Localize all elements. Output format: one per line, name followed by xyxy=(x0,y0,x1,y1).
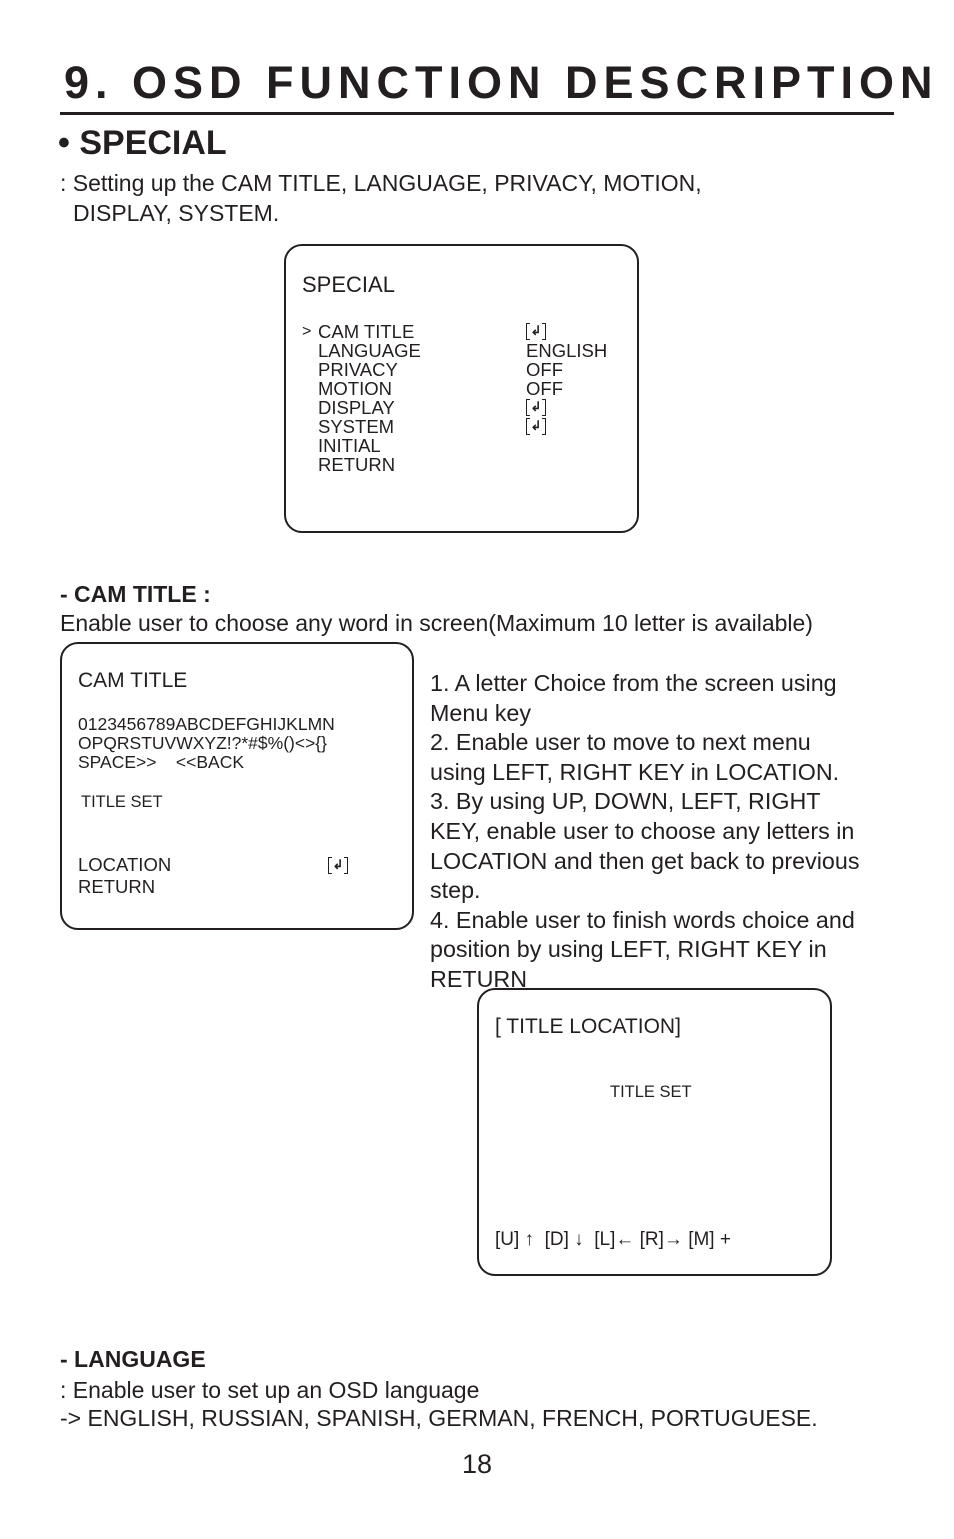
cam-title-steps xyxy=(430,669,900,995)
menu-item-motion[interactable] xyxy=(302,379,622,398)
enter-icon: ↲ xyxy=(328,857,348,874)
menu-item-label: LOCATION xyxy=(78,854,172,875)
cam-title-screen-title: CAM TITLE xyxy=(78,669,188,692)
menu-item-label: PRIVACY xyxy=(318,359,398,380)
intro-line: : Setting up the CAM TITLE, LANGUAGE, PRIVACY, MOTION, xyxy=(60,170,702,196)
menu-item-value: ENGLISH xyxy=(526,340,608,361)
title-location-screen xyxy=(477,988,832,1276)
character-row[interactable]: 0123456789ABCDEFGHIJKLMN xyxy=(78,714,335,734)
cam-title-options xyxy=(78,854,358,898)
direction-keys-legend: [U] ↑ [D] ↓ [L]← [R]→ [M] + xyxy=(495,1229,731,1250)
menu-item-return[interactable] xyxy=(302,455,622,474)
enter-icon: ↲ xyxy=(526,323,546,340)
menu-item-value: OFF xyxy=(526,359,563,380)
step-line: 2. Enable user to move to next menu xyxy=(430,729,811,756)
special-menu-list xyxy=(302,322,622,474)
menu-item-label: INITIAL xyxy=(318,435,381,456)
section-heading-special: • SPECIAL xyxy=(58,124,227,162)
title-set-text: TITLE SET xyxy=(81,793,163,811)
enter-icon: ↲ xyxy=(526,418,546,435)
menu-item-system[interactable] xyxy=(302,417,622,436)
menu-item-return[interactable]: RETURN xyxy=(78,876,156,897)
character-row[interactable]: OPQRSTUVWXYZ!?*#$%()<>{} xyxy=(78,733,327,753)
intro-line: DISPLAY, SYSTEM. xyxy=(73,200,280,226)
step-line: step. xyxy=(430,877,481,904)
intro-text xyxy=(60,168,702,228)
character-grid xyxy=(78,715,335,772)
language-heading: - LANGUAGE xyxy=(60,1346,206,1372)
cursor-indicator: > xyxy=(302,323,312,340)
special-menu-title: SPECIAL xyxy=(302,272,395,297)
step-line: 3. By using UP, DOWN, LEFT, RIGHT xyxy=(430,788,821,815)
menu-item-label: MOTION xyxy=(318,378,392,399)
language-description: : Enable user to set up an OSD language xyxy=(60,1377,480,1403)
title-underline xyxy=(60,112,894,115)
menu-item-value: OFF xyxy=(526,378,563,399)
cam-title-description: Enable user to choose any word in screen(Maximum 10 letter is available) xyxy=(60,610,813,636)
title-set-text: TITLE SET xyxy=(610,1083,692,1101)
title-location-title: [ TITLE LOCATION] xyxy=(495,1015,681,1038)
menu-item-display[interactable] xyxy=(302,398,622,417)
page-title: 9. OSD FUNCTION DESCRIPTION xyxy=(64,57,939,108)
step-line: Menu key xyxy=(430,699,532,726)
menu-item-privacy[interactable] xyxy=(302,360,622,379)
menu-item-initial[interactable] xyxy=(302,436,622,455)
special-menu-screen xyxy=(284,244,639,533)
step-line: KEY, enable user to choose any letters in xyxy=(430,817,855,844)
menu-item-value xyxy=(526,322,546,341)
menu-item-label: SYSTEM xyxy=(318,416,395,437)
cam-title-heading: - CAM TITLE : xyxy=(60,581,211,607)
menu-item-location[interactable] xyxy=(78,854,358,876)
cam-title-screen xyxy=(60,642,414,930)
menu-item-label: RETURN xyxy=(318,454,396,475)
menu-item-label: DISPLAY xyxy=(318,397,395,418)
character-row[interactable]: SPACE>> <<BACK xyxy=(78,752,245,772)
menu-item-language[interactable] xyxy=(302,341,622,360)
step-line: LOCATION and then get back to previous xyxy=(430,847,860,874)
page-number: 18 xyxy=(461,1449,493,1479)
step-line: RETURN xyxy=(430,965,528,992)
step-line: position by using LEFT, RIGHT KEY in xyxy=(430,936,827,963)
menu-item-label: LANGUAGE xyxy=(318,340,421,361)
step-line: using LEFT, RIGHT KEY in LOCATION. xyxy=(430,758,840,785)
language-options: -> ENGLISH, RUSSIAN, SPANISH, GERMAN, FRENCH, PORTUGUESE. xyxy=(60,1405,818,1431)
menu-item-cam-title[interactable] xyxy=(302,322,622,341)
menu-item-value xyxy=(526,398,546,417)
enter-icon: ↲ xyxy=(526,399,546,416)
step-line: 4. Enable user to finish words choice and xyxy=(430,906,855,933)
menu-item-label: CAM TITLE xyxy=(318,321,415,342)
menu-item-value xyxy=(526,417,546,436)
step-line: 1. A letter Choice from the screen using xyxy=(430,670,837,696)
